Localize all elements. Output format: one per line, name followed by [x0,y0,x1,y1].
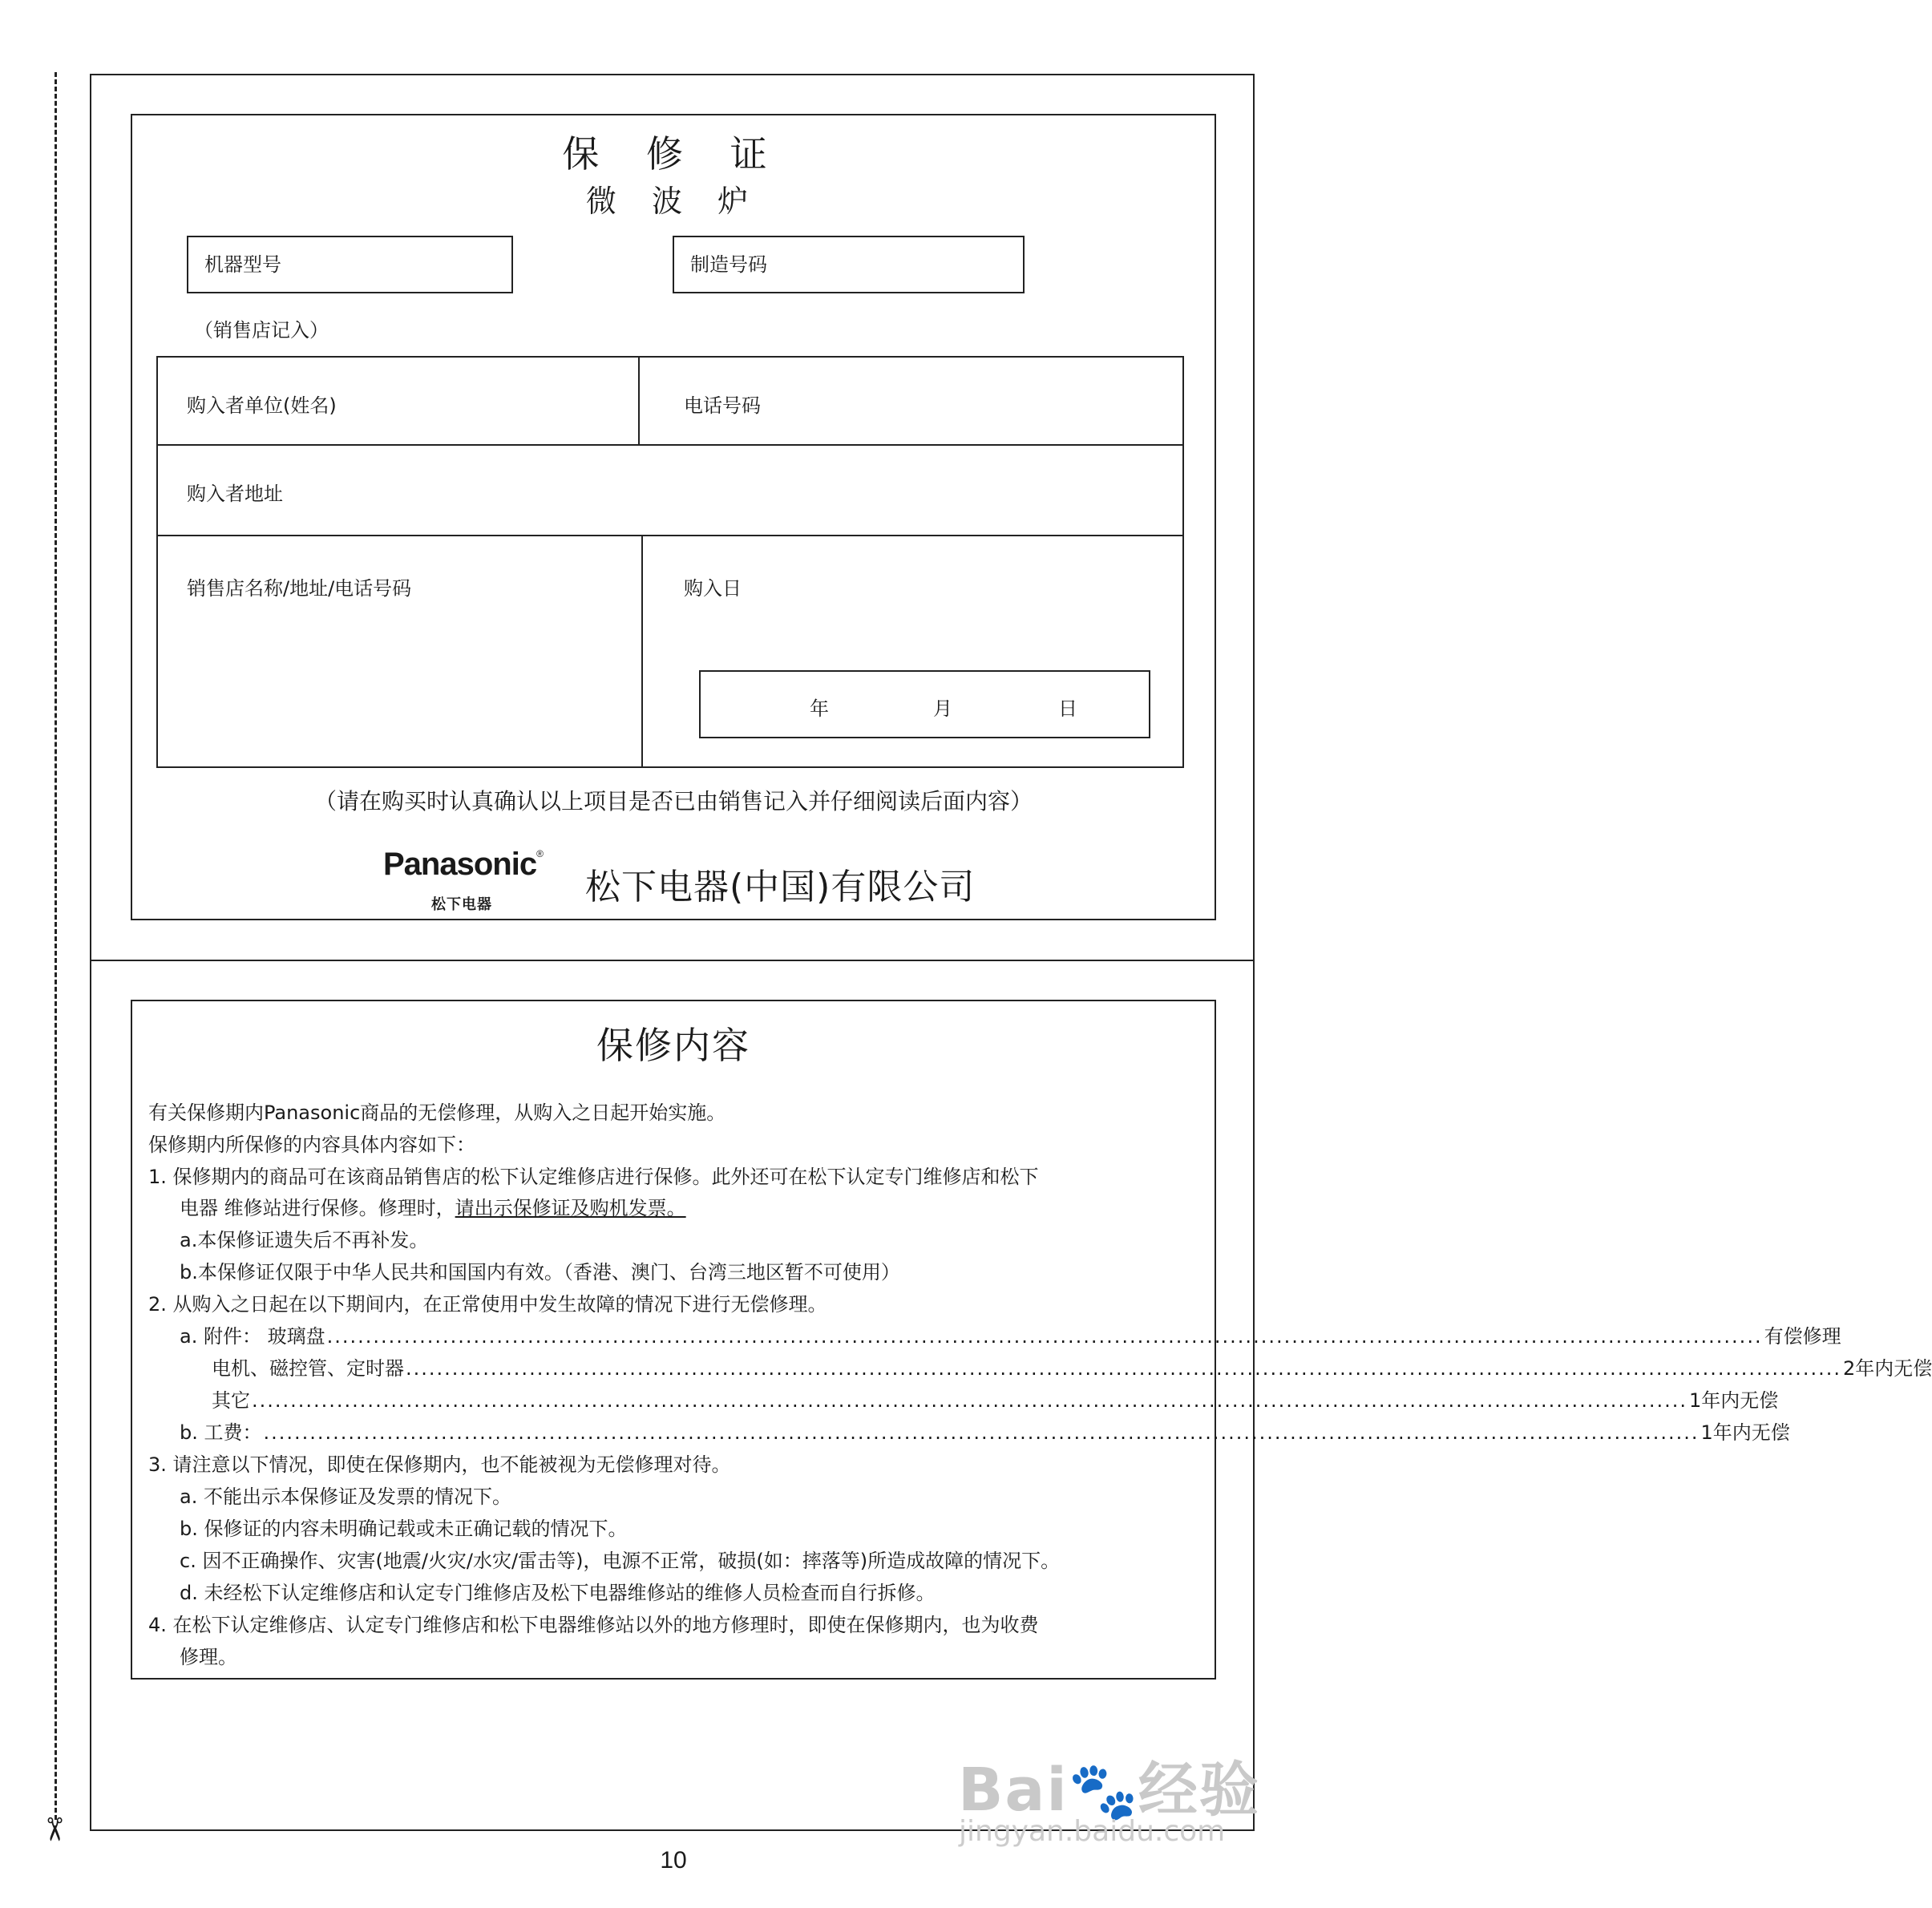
store-info-field[interactable]: 销售店名称/地址/电话号码 [187,577,412,600]
item-1: 1. 保修期内的商品可在该商品销售店的松下认定维修店进行保修。此外还可在松下认定专门维修店和松下 [148,1166,1039,1188]
brand-sub: 松下电器 [431,896,492,913]
row-value: 有偿修理 [1764,1325,1841,1348]
date-month-label: 月 [933,697,952,720]
registered-mark: ® [536,848,543,859]
item-1-text: 电器 维修站进行保修。修理时， [180,1197,455,1219]
purchase-date-field[interactable] [699,670,1150,738]
panasonic-logo [383,847,543,883]
product-name: 微 波 炉 [585,184,762,219]
item-4-cont: 修理。 [180,1646,237,1668]
row-value: 1年内无偿 [1688,1389,1779,1412]
item-2-row [180,1417,1790,1445]
item-3-c: c. 因不正确操作、灾害(地震/火灾/水灾/雷击等)，电源不正常，破损(如：摔落等)所造成故障的情况下。 [180,1550,1061,1572]
item-4: 4. 在松下认定维修店、认定专门维修店和松下电器维修站以外的地方修理时，即使在保修期内，也为收费 [148,1614,1039,1636]
watermark-text-cn: 经验 [1138,1756,1260,1825]
item-1-b: b.本保修证仅限于中华人民共和国国内有效。（香港、澳门、台湾三地区暂不可使用） [180,1261,900,1283]
serial-number-field[interactable]: 制造号码 [673,236,1025,293]
row-label: b. 工费： [180,1421,262,1444]
item-2: 2. 从购入之日起在以下期间内，在正常使用中发生故障的情况下进行无偿修理。 [148,1293,827,1316]
warranty-content-title: 保修内容 [596,1024,750,1067]
phone-number-field[interactable]: 电话号码 [684,394,761,417]
brand-name: Panasonic [383,847,537,882]
fold-divider [90,960,1255,961]
cut-line [55,72,57,1820]
row-value: 2年内无偿 [1842,1357,1932,1380]
row-label: 其它 [212,1389,250,1412]
leader-dots: .......................................................................................................................................................................................... [326,1325,1763,1348]
leader-dots: .......................................................................................................................................................................................... [252,1389,1687,1412]
intro-line: 有关保修期内Panasonic商品的无偿修理，从购入之日起开始实施。 [148,1102,726,1124]
watermark-text: Bai [958,1756,1069,1825]
page-number: 10 [660,1847,687,1874]
row-value: 1年内无偿 [1700,1421,1790,1444]
dealer-note: （销售店记入） [194,319,329,342]
item-1-underlined: 请出示保修证及购机发票。 [455,1197,686,1219]
grid-divider [156,535,1184,536]
buyer-name-field[interactable]: 购入者单位(姓名) [187,394,337,417]
leader-dots: .......................................................................................................................................................................................... [406,1357,1841,1380]
row-label: a. 附件： 玻璃盘 [180,1325,325,1348]
item-2-row [212,1352,1932,1380]
row-label: 电机、磁控管、定时器 [212,1357,404,1380]
item-2-row [212,1385,1779,1413]
item-3: 3. 请注意以下情况，即使在保修期内，也不能被视为无偿修理对待。 [148,1453,731,1476]
warranty-card-title: 保 修 证 [562,132,785,176]
buyer-address-field[interactable]: 购入者地址 [187,483,283,505]
purchase-date-label: 购入日 [684,577,742,600]
watermark-url: jingyan.baidu.com [959,1815,1226,1848]
item-1-a: a.本保修证遗失后不再补发。 [180,1229,429,1251]
item-3-a: a. 不能出示本保修证及发票的情况下。 [180,1486,511,1508]
grid-divider [638,356,640,445]
item-2-row [180,1320,1841,1348]
date-year-label: 年 [810,697,829,720]
confirm-note: （请在购买时认真确认以上项目是否已由销售记入并仔细阅读后面内容） [313,788,1033,815]
leader-dots: .......................................................................................................................................................................................... [263,1421,1700,1444]
date-day-label: 日 [1058,697,1077,720]
scissors-icon: ✂ [34,1816,72,1843]
company-name: 松下电器(中国)有限公司 [585,867,976,908]
grid-divider [156,444,1184,446]
paw-icon: 🐾 [1068,1758,1138,1824]
item-3-d: d. 未经松下认定维修店和认定专门维修店及松下电器维修站的维修人员检查而自行拆修。 [180,1582,936,1604]
item-3-b: b. 保修证的内容未明确记载或未正确记载的情况下。 [180,1518,628,1540]
model-number-field[interactable]: 机器型号 [187,236,513,293]
grid-divider [641,535,643,768]
item-1-cont [180,1192,686,1220]
intro-line: 保修期内所保修的内容具体内容如下： [148,1134,475,1156]
